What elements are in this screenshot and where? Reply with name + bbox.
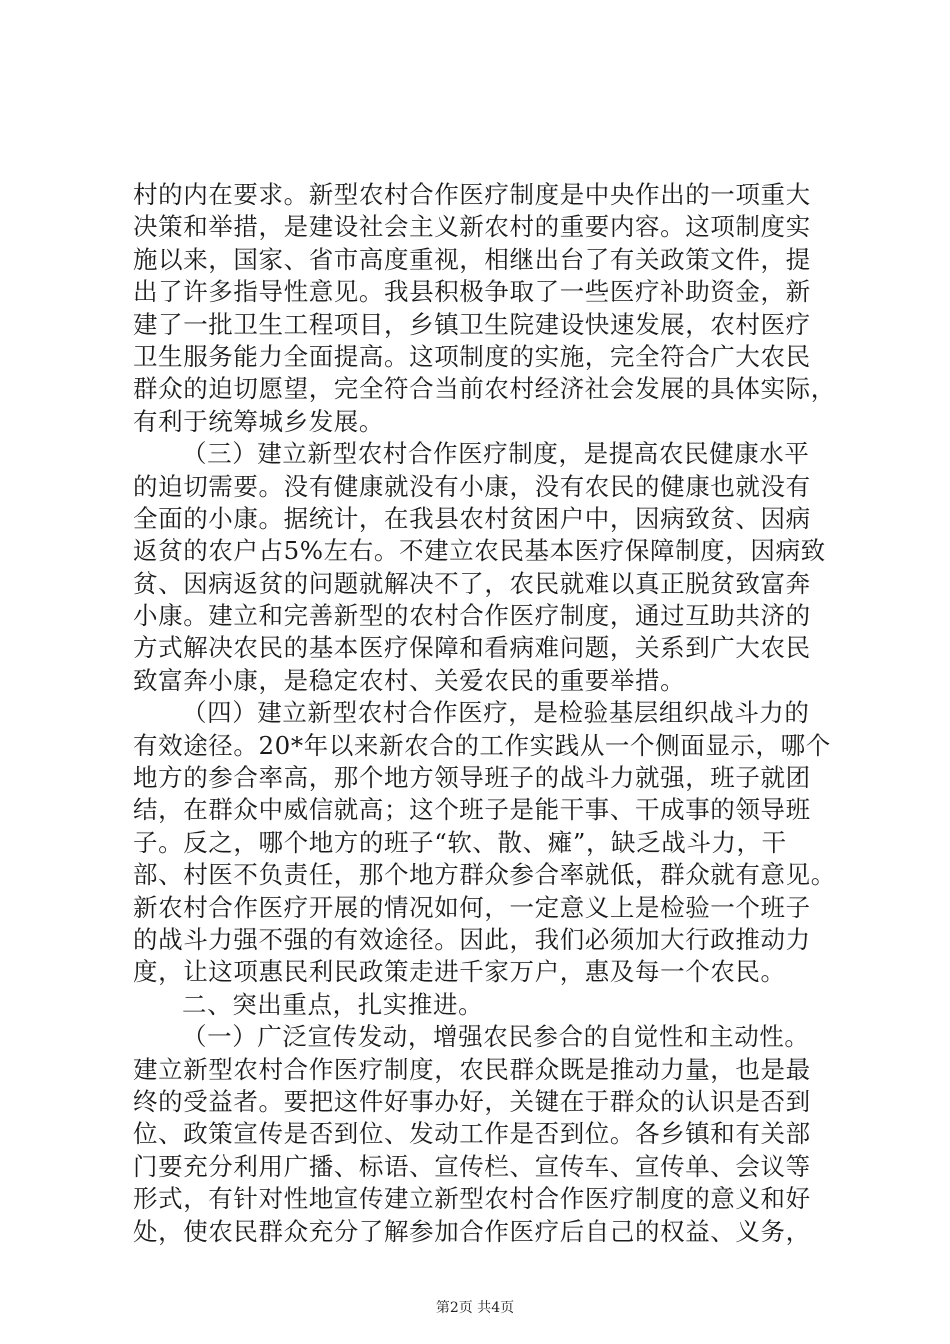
text-line: 新农村合作医疗开展的情况如何，一定意义上是检验一个班子: [133, 892, 811, 922]
text-line: 全面的小康。据统计，在我县农村贫困户中，因病致贫、因病: [133, 503, 811, 533]
text-line: （四）建立新型农村合作医疗，是检验基层组织战斗力的: [182, 698, 810, 728]
text-line: 有利于统筹城乡发展。: [133, 406, 384, 436]
text-line: 结，在群众中威信就高；这个班子是能干事、干成事的领导班: [133, 795, 811, 825]
text-line: 门要充分利用广播、标语、宣传栏、宣传车、宣传单、会议等: [133, 1151, 811, 1181]
text-line: 决策和举措，是建设社会主义新农村的重要内容。这项制度实: [133, 212, 811, 242]
text-line: 方式解决农民的基本医疗保障和看病难问题，关系到广大农民: [133, 633, 811, 663]
text-line: 村的内在要求。新型农村合作医疗制度是中央作出的一项重大: [133, 180, 811, 209]
body-text: [133, 179, 836, 1248]
text-line: 的迫切需要。没有健康就没有小康，没有农民的健康也就没有: [133, 471, 811, 501]
text-line: 地方的参合率高，那个地方领导班子的战斗力就强，班子就团: [133, 763, 811, 793]
text-line: 终的受益者。要把这件好事办好，关键在于群众的认识是否到: [133, 1086, 811, 1116]
text-line: 小康。建立和完善新型的农村合作医疗制度，通过互助共济的: [133, 601, 811, 631]
text-line: 二、突出重点，扎实推进。: [182, 989, 484, 1019]
text-line: （一）广泛宣传发动，增强农民参合的自觉性和主动性。: [182, 1022, 810, 1052]
text-line: 有效途径。20*年以来新农合的工作实践从一个侧面显示，哪个: [133, 730, 831, 760]
text-line: 返贫的农户占5%左右。不建立农民基本医疗保障制度，因病致: [133, 536, 826, 566]
text-line: 施以来，国家、省市高度重视，相继出台了有关政策文件，提: [133, 244, 811, 274]
text-line: 贫、因病返贫的问题就解决不了，农民就难以真正脱贫致富奔: [133, 568, 811, 598]
text-line: 的战斗力强不强的有效途径。因此，我们必须加大行政推动力: [133, 924, 811, 954]
text-line: 部、村医不负责任，那个地方群众参合率就低，群众就有意见。: [133, 860, 836, 890]
text-line: 卫生服务能力全面提高。这项制度的实施，完全符合广大农民: [133, 341, 811, 371]
text-line: 建了一批卫生工程项目，乡镇卫生院建设快速发展，农村医疗: [133, 309, 811, 339]
text-line: 位、政策宣传是否到位、发动工作是否到位。各乡镇和有关部: [133, 1119, 811, 1149]
text-line: 致富奔小康，是稳定农村、关爱农民的重要举措。: [133, 665, 686, 695]
text-line: 子。反之，哪个地方的班子“软、散、瘫”，缺乏战斗力，干: [133, 827, 787, 857]
page-footer: 第2页 共4页: [435, 1300, 515, 1316]
text-line: 度，让这项惠民利民政策走进千家万户，惠及每一个农民。: [133, 957, 786, 987]
text-line: 建立新型农村合作医疗制度，农民群众既是推动力量，也是最: [133, 1054, 811, 1084]
text-line: 出了许多指导性意见。我县积极争取了一些医疗补助资金，新: [133, 277, 811, 307]
text-line: 处，使农民群众充分了解参加合作医疗后自己的权益、义务，: [133, 1216, 811, 1246]
text-line: （三）建立新型农村合作医疗制度，是提高农民健康水平: [182, 439, 810, 469]
text-line: 形式，有针对性地宣传建立新型农村合作医疗制度的意义和好: [133, 1184, 811, 1214]
text-line: 群众的迫切愿望，完全符合当前农村经济社会发展的具体实际，: [133, 374, 836, 404]
